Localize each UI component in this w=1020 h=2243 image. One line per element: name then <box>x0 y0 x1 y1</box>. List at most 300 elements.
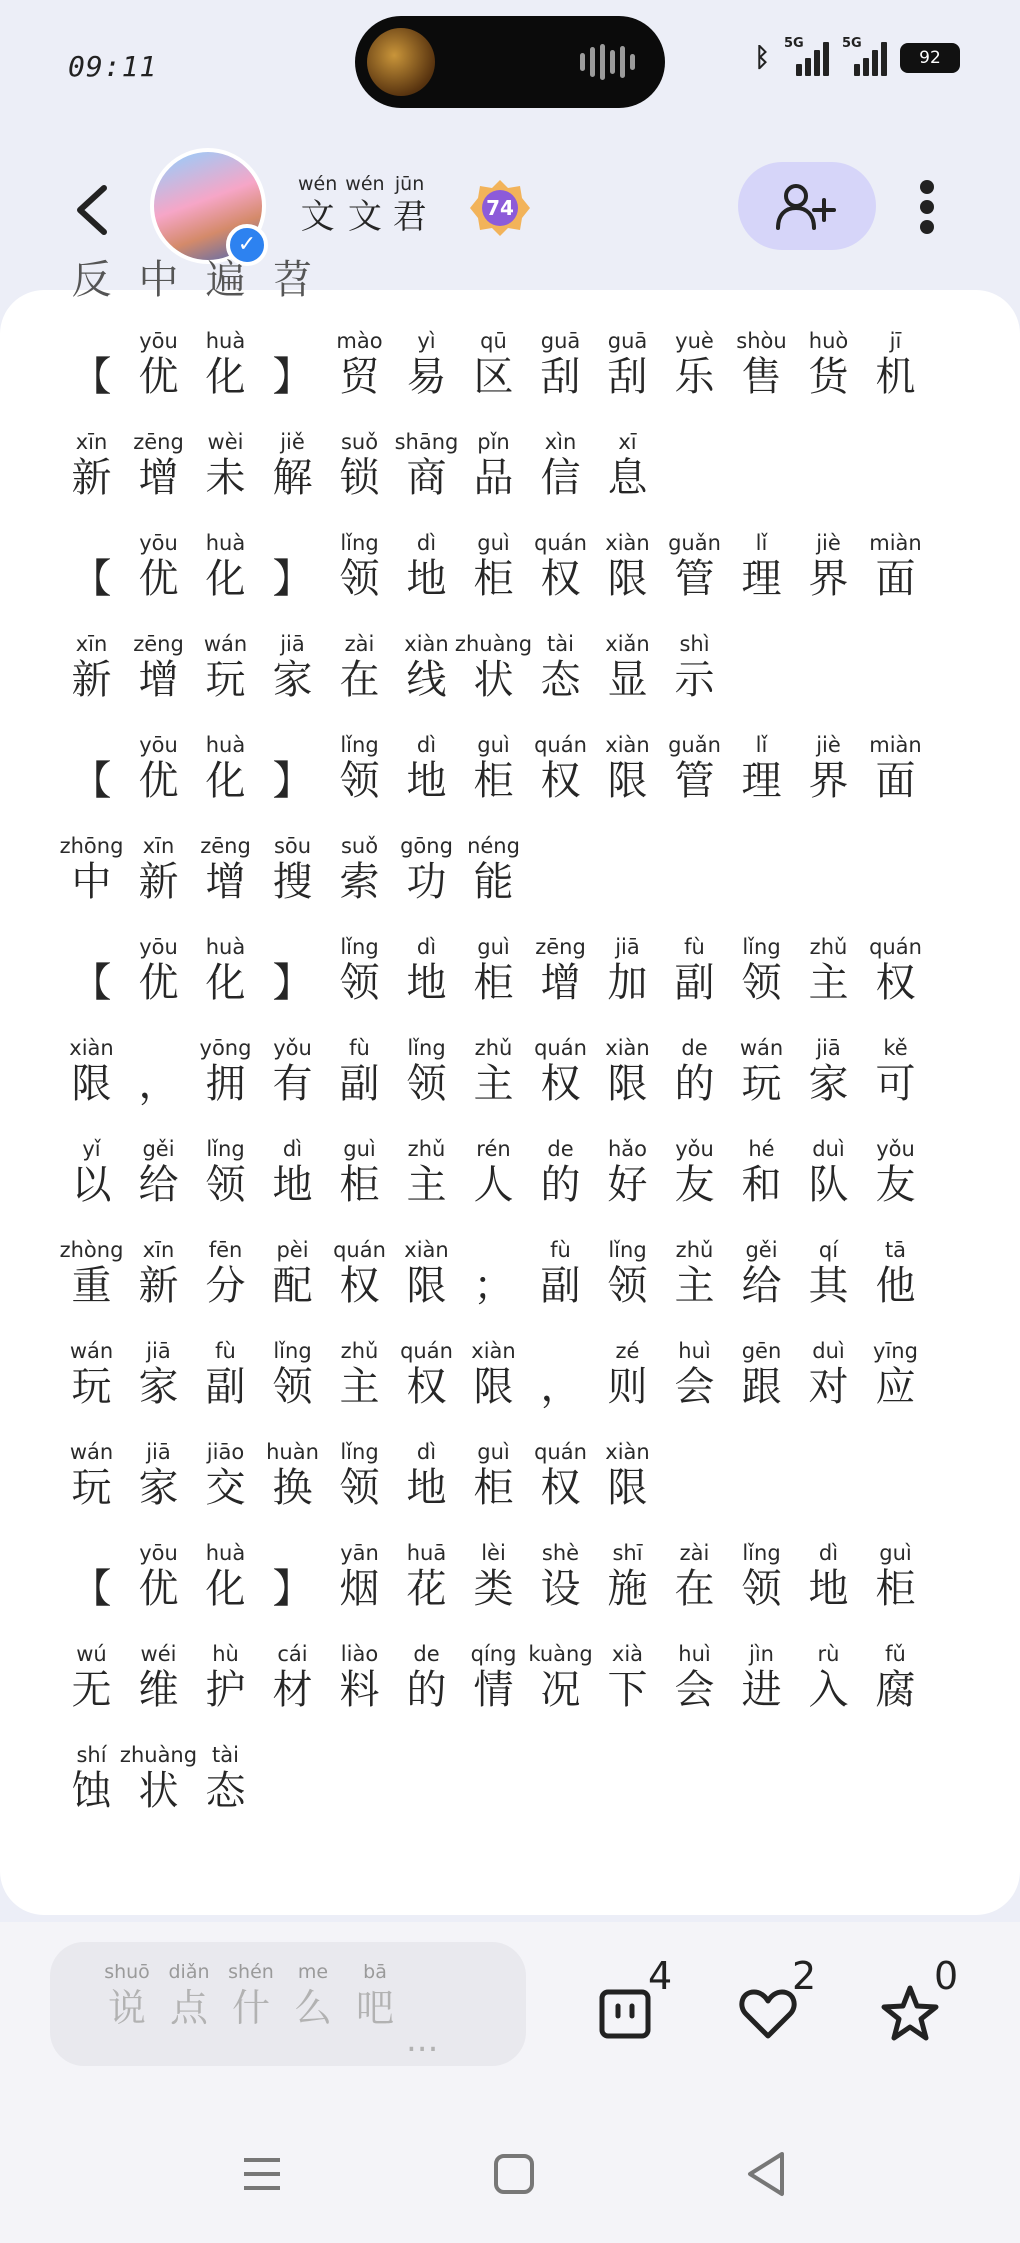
pinyin: shén <box>228 1961 274 1983</box>
pinyin: fù <box>215 1339 236 1363</box>
pinyin: jiè <box>816 531 841 555</box>
pinyin: liào <box>340 1642 379 1666</box>
ruby-word <box>527 1541 594 1613</box>
hanzi: 化 <box>205 354 246 400</box>
pinyin: huì <box>678 1339 711 1363</box>
pinyin: zhǔ <box>675 1238 714 1262</box>
like-heart-icon[interactable] <box>738 1984 798 2044</box>
hanzi: 点 <box>169 1986 208 2030</box>
pinyin: miàn <box>869 531 922 555</box>
ruby-word <box>795 935 862 1007</box>
pinyin: de <box>681 1036 708 1060</box>
pinyin: shì <box>679 632 710 656</box>
pinyin: zēng <box>133 632 184 656</box>
pinyin: zēng <box>535 935 586 959</box>
pinyin: qū <box>480 329 507 353</box>
hanzi: 君 <box>392 197 427 237</box>
hanzi: 玩 <box>71 1465 112 1511</box>
hanzi: 地 <box>808 1566 849 1612</box>
ruby-word <box>460 733 527 805</box>
hanzi: 况 <box>540 1667 581 1713</box>
ruby-word <box>527 1440 594 1512</box>
ruby-word <box>58 834 125 906</box>
pinyin: lǐng <box>742 935 781 959</box>
hanzi: 主 <box>406 1162 447 1208</box>
pinyin: xiàn <box>404 1238 449 1262</box>
hanzi: 什 <box>231 1986 270 2030</box>
pinyin: hé <box>748 1137 775 1161</box>
ruby-word <box>119 1743 198 1815</box>
ruby-word <box>460 329 527 401</box>
hanzi: ； <box>473 1263 514 1309</box>
hanzi: 贸 <box>339 354 380 400</box>
ruby-word <box>192 632 259 704</box>
pinyin: hǎo <box>607 1137 648 1161</box>
ruby-word <box>192 1642 259 1714</box>
ruby-word <box>192 1238 259 1310</box>
hanzi: 权 <box>339 1263 380 1309</box>
ruby-word <box>58 329 125 401</box>
ruby-word <box>728 531 795 603</box>
ruby-word <box>58 430 125 502</box>
hanzi: 面 <box>875 556 916 602</box>
hanzi: 领 <box>339 758 380 804</box>
ruby-word <box>125 1541 192 1613</box>
pinyin: jìn <box>749 1642 774 1666</box>
ruby-word <box>58 1036 125 1108</box>
pinyin: lǐng <box>340 531 379 555</box>
ruby-word <box>527 1339 594 1411</box>
text-line <box>58 502 958 603</box>
hanzi: 情 <box>473 1667 514 1713</box>
pinyin: gěi <box>745 1238 778 1262</box>
ruby-word <box>594 1137 661 1209</box>
hanzi: 柜 <box>473 758 514 804</box>
hanzi: 优 <box>138 1566 179 1612</box>
pinyin: xiàn <box>605 1440 650 1464</box>
ruby-word <box>594 1036 661 1108</box>
ruby-word <box>661 733 728 805</box>
pinyin: suǒ <box>340 430 379 454</box>
ruby-word <box>259 1036 326 1108</box>
ruby-word <box>125 1137 192 1209</box>
more-options-icon[interactable] <box>912 176 942 236</box>
ruby-word <box>58 632 125 704</box>
pinyin: dì <box>282 1137 303 1161</box>
pinyin: quán <box>534 1440 587 1464</box>
ruby-word <box>661 632 728 704</box>
hanzi: 【 <box>71 758 112 804</box>
pinyin: zēng <box>200 834 251 858</box>
hanzi: 化 <box>205 960 246 1006</box>
ruby-word <box>393 1238 460 1310</box>
hanzi: 跟 <box>741 1364 782 1410</box>
text-line <box>58 1714 958 1815</box>
ruby-word <box>527 935 594 1007</box>
pinyin: yōu <box>139 329 178 353</box>
pinyin: guì <box>477 1440 510 1464</box>
ruby-word <box>862 1541 929 1613</box>
ruby-word <box>259 733 326 805</box>
pinyin: lǐng <box>407 1036 446 1060</box>
pinyin: quán <box>400 1339 453 1363</box>
ruby-word <box>326 1541 393 1613</box>
hanzi: 权 <box>406 1364 447 1410</box>
ruby-word <box>282 1960 344 2066</box>
hanzi: 增 <box>138 657 179 703</box>
ruby-word <box>192 935 259 1007</box>
media-thumbnail[interactable] <box>367 28 435 96</box>
hanzi: 玩 <box>741 1061 782 1107</box>
pinyin: lǐng <box>206 1137 245 1161</box>
pinyin: kě <box>883 1036 908 1060</box>
ruby-word <box>594 430 661 502</box>
pinyin: yǐ <box>82 1137 101 1161</box>
pinyin: dì <box>416 935 437 959</box>
hanzi: 限 <box>473 1364 514 1410</box>
comment-input[interactable] <box>50 1942 526 2066</box>
add-friend-button[interactable] <box>738 162 876 250</box>
hanzi: 的 <box>674 1061 715 1107</box>
hanzi: 副 <box>339 1061 380 1107</box>
back-nav-icon[interactable] <box>736 2144 796 2204</box>
ruby-word <box>460 531 527 603</box>
ruby-word <box>259 531 326 603</box>
hanzi: 中 <box>138 257 179 303</box>
pinyin: huì <box>678 1642 711 1666</box>
ruby-word <box>326 430 393 502</box>
ruby-word <box>728 733 795 805</box>
ruby-word <box>58 935 125 1007</box>
pinyin: gěi <box>142 1137 175 1161</box>
hanzi: 状 <box>138 1768 179 1814</box>
hanzi: 态 <box>205 1768 246 1814</box>
pinyin: quán <box>333 1238 386 1262</box>
ruby-word <box>259 1440 326 1512</box>
pinyin: quán <box>534 531 587 555</box>
hanzi: 换 <box>272 1465 313 1511</box>
pinyin: wán <box>69 1339 114 1363</box>
pinyin: hù <box>212 1642 239 1666</box>
pinyin: dì <box>818 1541 839 1565</box>
pinyin: yuè <box>675 329 714 353</box>
pinyin: pǐn <box>477 430 510 454</box>
hanzi: ， <box>540 1364 581 1410</box>
ruby-word <box>728 1339 795 1411</box>
ruby-word <box>259 935 326 1007</box>
text-line <box>58 1007 958 1108</box>
pinyin: qíng <box>470 1642 517 1666</box>
hanzi: 中 <box>71 859 112 905</box>
hanzi: 线 <box>406 657 447 703</box>
pinyin: yōu <box>139 935 178 959</box>
pinyin: kuàng <box>528 1642 593 1666</box>
pinyin: jiā <box>280 632 305 656</box>
pinyin: rù <box>817 1642 840 1666</box>
pinyin: xiàn <box>404 632 449 656</box>
pinyin: lǐ <box>755 733 768 757</box>
pinyin: zài <box>344 632 375 656</box>
pinyin: tài <box>547 632 574 656</box>
pinyin: dì <box>416 733 437 757</box>
network-type-label: 5G <box>784 36 804 51</box>
ruby-word <box>594 1339 661 1411</box>
pinyin: pèi <box>276 1238 309 1262</box>
hanzi: 地 <box>406 758 447 804</box>
ruby-word <box>594 531 661 603</box>
ruby-word <box>58 1541 125 1613</box>
ruby-word <box>527 1642 594 1714</box>
ruby-word <box>393 1339 460 1411</box>
ruby-word <box>192 1541 259 1613</box>
hanzi: 柜 <box>875 1566 916 1612</box>
hanzi: 友 <box>875 1162 916 1208</box>
pinyin: fǔ <box>885 1642 906 1666</box>
hanzi: 可 <box>875 1061 916 1107</box>
ruby-word <box>326 935 393 1007</box>
ruby-word <box>393 329 460 401</box>
pinyin: huà <box>205 1541 246 1565</box>
ruby-word <box>527 1137 594 1209</box>
user-name[interactable] <box>298 172 427 238</box>
hanzi: 拥 <box>205 1061 246 1107</box>
ruby-word <box>661 329 728 401</box>
hanzi: 管 <box>674 758 715 804</box>
text-line <box>58 401 958 502</box>
text-line <box>58 1209 958 1310</box>
post-content-card[interactable] <box>0 257 1020 1915</box>
pinyin: huà <box>205 935 246 959</box>
signal-icon-2 <box>842 36 886 76</box>
ruby-word <box>393 1541 460 1613</box>
pinyin: rén <box>476 1137 511 1161</box>
ruby-word <box>326 733 393 805</box>
hanzi: 【 <box>71 1566 112 1612</box>
hanzi: 设 <box>540 1566 581 1612</box>
pinyin: yǒu <box>876 1137 915 1161</box>
pinyin: quán <box>534 1036 587 1060</box>
ruby-word <box>862 1036 929 1108</box>
hanzi: 副 <box>674 960 715 1006</box>
pinyin: cái <box>277 1642 308 1666</box>
hanzi: 权 <box>540 758 581 804</box>
pinyin: zhǔ <box>474 1036 513 1060</box>
menu-icon[interactable] <box>232 2144 292 2204</box>
ruby-word <box>862 1137 929 1209</box>
hanzi: 分 <box>205 1263 246 1309</box>
hanzi: 理 <box>741 556 782 602</box>
pinyin: xiàn <box>69 1036 114 1060</box>
home-icon[interactable] <box>484 2144 544 2204</box>
hanzi: 家 <box>138 1465 179 1511</box>
hanzi: 腐 <box>875 1667 916 1713</box>
ruby-word <box>728 1036 795 1108</box>
pinyin: shī <box>612 1541 643 1565</box>
ruby-word <box>125 329 192 401</box>
hanzi: 易 <box>406 354 447 400</box>
pinyin: bā <box>363 1961 387 1983</box>
pinyin: zhuàng <box>119 1743 198 1767</box>
avatar[interactable] <box>150 148 266 264</box>
ruby-word <box>220 1960 282 2066</box>
hanzi: 家 <box>272 657 313 703</box>
hanzi: 限 <box>607 556 648 602</box>
ruby-word <box>527 430 594 502</box>
pinyin: jiā <box>146 1339 171 1363</box>
ruby-word <box>460 1137 527 1209</box>
ruby-word <box>460 935 527 1007</box>
hanzi: 蚀 <box>71 1768 112 1814</box>
pinyin: yōu <box>139 733 178 757</box>
ruby-word <box>96 1960 158 2066</box>
pinyin: wén <box>298 173 338 195</box>
text-line <box>58 1512 958 1613</box>
comment-count: 4 <box>648 1954 673 1998</box>
pinyin: de <box>413 1642 440 1666</box>
ruby-word <box>192 733 259 805</box>
ruby-word <box>594 935 661 1007</box>
favorite-star-icon[interactable] <box>880 1984 940 2044</box>
pinyin: guǎn <box>668 733 721 757</box>
pinyin: lǐng <box>340 935 379 959</box>
hanzi: 理 <box>741 758 782 804</box>
ruby-word <box>192 257 259 304</box>
ruby-word <box>661 1137 728 1209</box>
ruby-word <box>527 1238 594 1310</box>
ruby-word <box>795 733 862 805</box>
pinyin: dì <box>416 1440 437 1464</box>
bluetooth-icon: ᛒ <box>754 43 770 73</box>
pinyin: xīn <box>142 834 175 858</box>
ruby-word <box>259 1238 326 1310</box>
hanzi: 文 <box>300 197 335 237</box>
ruby-word <box>192 1137 259 1209</box>
ruby-word <box>661 531 728 603</box>
hanzi: 显 <box>607 657 648 703</box>
hanzi: 的 <box>406 1667 447 1713</box>
hanzi: 化 <box>205 758 246 804</box>
pinyin: wán <box>203 632 248 656</box>
hanzi: 乐 <box>674 354 715 400</box>
pinyin: huà <box>205 733 246 757</box>
ruby-word <box>259 430 326 502</box>
hanzi: 应 <box>875 1364 916 1410</box>
pinyin: lǐng <box>742 1541 781 1565</box>
hanzi: 对 <box>808 1364 849 1410</box>
pinyin: jiè <box>816 733 841 757</box>
hanzi: 料 <box>339 1667 380 1713</box>
pinyin: huàn <box>266 1440 319 1464</box>
hanzi: 他 <box>875 1263 916 1309</box>
ruby-word <box>125 935 192 1007</box>
pinyin: wèi <box>207 430 244 454</box>
ruby-word <box>594 329 661 401</box>
hanzi: 解 <box>272 455 313 501</box>
pinyin: quán <box>534 733 587 757</box>
hanzi: 优 <box>138 556 179 602</box>
ruby-word <box>527 531 594 603</box>
hanzi: 则 <box>607 1364 648 1410</box>
pinyin: guì <box>477 733 510 757</box>
hanzi: 会 <box>674 1364 715 1410</box>
hanzi: 未 <box>205 455 246 501</box>
pinyin: gēn <box>741 1339 782 1363</box>
hanzi: 领 <box>406 1061 447 1107</box>
pinyin: gōng <box>400 834 453 858</box>
dynamic-island[interactable] <box>355 16 665 108</box>
ruby-word <box>862 1642 929 1714</box>
pinyin: xiǎn <box>605 632 650 656</box>
comment-icon[interactable] <box>596 1984 656 2044</box>
ruby-word <box>661 935 728 1007</box>
ruby-word <box>594 1238 661 1310</box>
ruby-word <box>795 1036 862 1108</box>
pinyin: zhǔ <box>340 1339 379 1363</box>
hanzi: 入 <box>808 1667 849 1713</box>
hanzi: 【 <box>71 354 112 400</box>
pinyin: zhōng <box>59 834 124 858</box>
ruby-word <box>594 632 661 704</box>
placeholder-ellipsis: ... <box>406 2020 439 2060</box>
pinyin: zé <box>615 1339 640 1363</box>
hanzi: 界 <box>808 556 849 602</box>
pinyin: tā <box>884 1238 907 1262</box>
pinyin: yōu <box>139 531 178 555</box>
ruby-word <box>125 531 192 603</box>
hanzi: 新 <box>138 1263 179 1309</box>
pinyin: tài <box>212 1743 239 1767</box>
ruby-word <box>460 1440 527 1512</box>
pinyin: xiàn <box>605 1036 650 1060</box>
pinyin: zhuàng <box>454 632 533 656</box>
hanzi: 示 <box>674 657 715 703</box>
ruby-word <box>862 329 929 401</box>
ruby-word <box>393 430 460 502</box>
hanzi: 副 <box>205 1364 246 1410</box>
hanzi: 增 <box>138 455 179 501</box>
hanzi: 在 <box>674 1566 715 1612</box>
hanzi: 好 <box>607 1162 648 1208</box>
ruby-word <box>58 531 125 603</box>
back-arrow-icon[interactable] <box>68 182 118 238</box>
pinyin: yǒu <box>273 1036 312 1060</box>
ruby-word <box>393 172 427 238</box>
hanzi: 限 <box>71 1061 112 1107</box>
pinyin: shè <box>541 1541 580 1565</box>
pinyin: huà <box>205 329 246 353</box>
ruby-word <box>795 1541 862 1613</box>
hanzi: 新 <box>71 455 112 501</box>
hanzi: 有 <box>272 1061 313 1107</box>
hanzi: 吧 <box>355 1986 394 2030</box>
hanzi: 人 <box>473 1162 514 1208</box>
hanzi: 材 <box>272 1667 313 1713</box>
pinyin: qí <box>818 1238 839 1262</box>
ruby-word <box>192 834 259 906</box>
hanzi: 优 <box>138 758 179 804</box>
hanzi: 限 <box>607 758 648 804</box>
pinyin: quán <box>869 935 922 959</box>
ruby-word <box>58 257 125 304</box>
hanzi: 管 <box>674 556 715 602</box>
status-icons <box>754 36 960 76</box>
hanzi: 柜 <box>473 960 514 1006</box>
ruby-word <box>259 834 326 906</box>
pinyin: guì <box>477 531 510 555</box>
ruby-word <box>326 1440 393 1512</box>
ruby-word <box>192 329 259 401</box>
ruby-word <box>125 1036 192 1108</box>
